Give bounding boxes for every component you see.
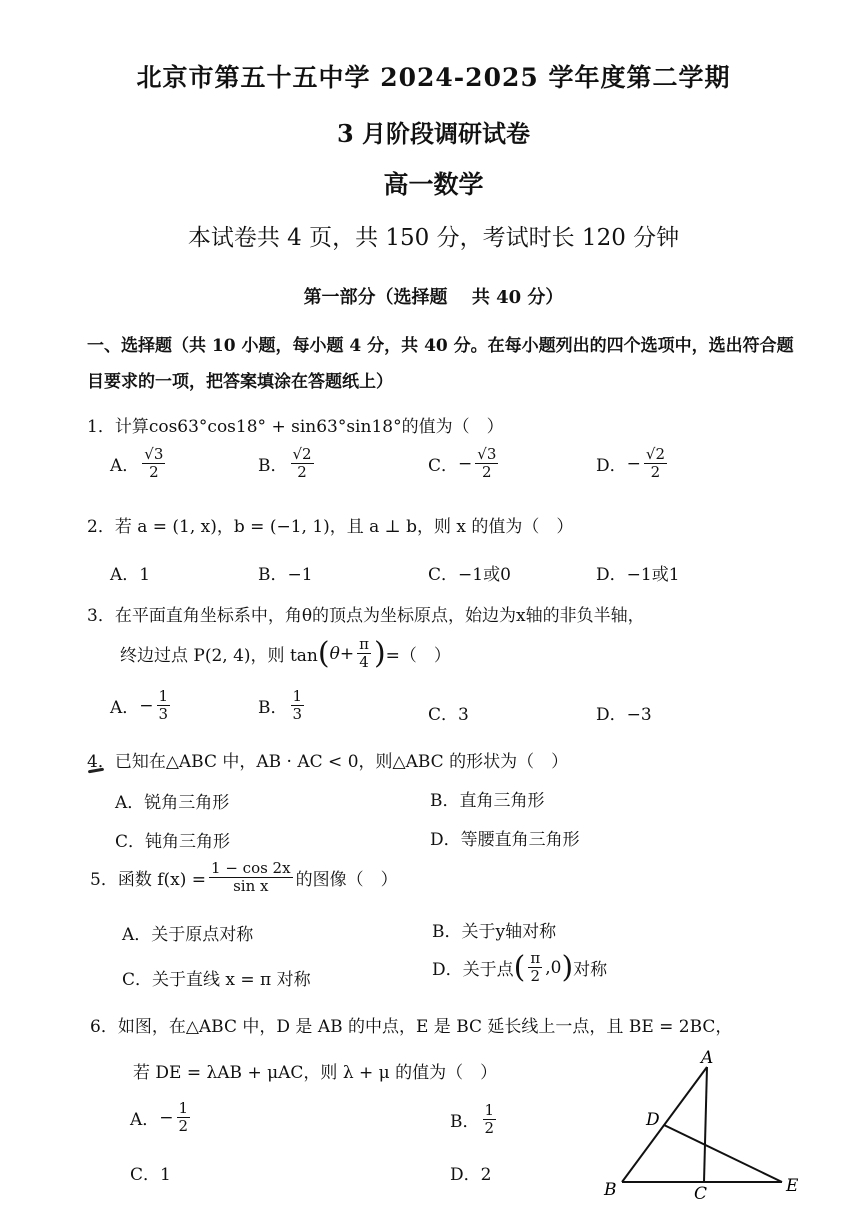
q3-option-a[interactable]: A． − $\frac{1}{3}$	[110, 687, 169, 724]
q5-option-b[interactable]: B．关于y轴对称	[432, 922, 557, 942]
point-e-label: E	[786, 1176, 799, 1196]
q2-option-a[interactable]: A．1	[110, 565, 151, 585]
q3-option-d[interactable]: D．−3	[596, 705, 652, 725]
q3-stem-line2: 终边过点 P(2, 4)，则 tan ( θ+ $\frac{\pi}{4}$ ) =（ ）	[120, 635, 451, 672]
q1-option-d-label: D．	[596, 456, 627, 477]
q6-option-b-label: B．	[450, 1112, 480, 1133]
section-heading-line1: 一、选择题（共 10 小题，每小题 4 分，共 40 分。在每小题列出的四个选项中，选出符合题	[87, 336, 794, 356]
q1-option-c-fraction: $\frac{√3}{2}$	[477, 445, 497, 482]
q1-option-a-label: A．	[110, 456, 140, 477]
q6-triangle-figure	[600, 1045, 810, 1205]
q1-option-d-fraction: $\frac{√2}{2}$	[645, 445, 665, 482]
q1-option-b-fraction: $\frac{√2}{2}$	[292, 445, 312, 482]
point-c-label: C	[694, 1184, 708, 1204]
q1-option-a[interactable]	[110, 446, 168, 482]
q3-pi-over-4: $\frac{\pi}{4}$	[359, 635, 369, 672]
q6-stem-line2: 若 DE = λAB + μAC，则 λ + μ 的值为（ ）	[133, 1063, 498, 1083]
q5-option-c[interactable]: C．关于直线 x = π 对称	[122, 970, 311, 990]
q6-option-b-fraction: $\frac{1}{2}$	[484, 1101, 495, 1138]
q5-pi-over-2: $\frac{\pi}{2}$	[530, 949, 541, 986]
q1-option-c-label: C．	[428, 456, 459, 477]
q4-option-d[interactable]: D．等腰直角三角形	[430, 830, 580, 850]
q2-option-c[interactable]: C．−1或0	[428, 565, 511, 585]
q6-option-d[interactable]: D．2	[450, 1165, 492, 1185]
q2-option-d[interactable]: D．−1或1	[596, 565, 680, 585]
q1-option-d[interactable]: D． − $\frac{√2}{2}$	[596, 445, 665, 482]
point-b-label: B	[604, 1180, 617, 1200]
q1-stem: 1．计算cos63°cos18° + sin63°sin18°的值为（ ）	[87, 417, 504, 437]
q6-stem-line1: 6．如图，在△ABC 中，D 是 AB 的中点，E 是 BC 延长线上一点，且 BE = 2BC，	[90, 1017, 733, 1037]
segment-ac	[704, 1067, 707, 1182]
q3-stem-line1: 3．在平面直角坐标系中，角θ的顶点为坐标原点，始边为x轴的非负半轴，	[87, 606, 645, 626]
q3-option-b-fraction: $\frac{1}{3}$	[292, 687, 303, 724]
exam-info: 本试卷共 4 页，共 150 分，考试时长 120 分钟	[187, 225, 680, 251]
q6-option-b[interactable]	[450, 1102, 499, 1138]
q3-option-a-label: A．	[110, 698, 140, 719]
q6-option-a-label: A．	[130, 1110, 160, 1131]
q1-option-a-fraction: $\frac{√3}{2}$	[144, 445, 164, 482]
q5-function-fraction: $\frac{1 - \cos 2x}{\text{sin x}}$	[211, 859, 291, 896]
subject-title: 高一数学	[383, 170, 484, 199]
part-heading: 第一部分（选择题 共 40 分）	[303, 287, 564, 308]
segment-de	[664, 1125, 782, 1182]
q3-option-b[interactable]	[258, 688, 307, 724]
q6-option-a-fraction: $\frac{1}{2}$	[178, 1099, 189, 1136]
q1-option-c[interactable]: C． − $\frac{√3}{2}$	[428, 445, 497, 482]
school-title: 北京市第五十五中学 2024-2025 学年度第二学期	[136, 63, 731, 92]
exam-title: 3 月阶段调研试卷	[336, 119, 531, 148]
q3-option-c[interactable]: C．3	[428, 705, 469, 725]
q5-option-a[interactable]: A．关于原点对称	[122, 925, 254, 945]
q5-option-d[interactable]: D．关于点 ( $\frac{\pi}{2}$ ,0 ) 对称	[432, 949, 608, 986]
q2-option-b[interactable]: B．−1	[258, 565, 313, 585]
point-d-label: D	[646, 1110, 660, 1130]
point-a-label: A	[701, 1048, 714, 1068]
q1-option-b[interactable]	[258, 446, 317, 482]
q3-option-b-label: B．	[258, 698, 288, 719]
q6-option-a[interactable]: A． − $\frac{1}{2}$	[130, 1099, 189, 1136]
q4-option-a[interactable]: A．锐角三角形	[115, 793, 230, 813]
q4-stem: 4．已知在△ABC 中，AB · AC < 0，则△ABC 的形状为（ ）	[87, 752, 569, 772]
q1-option-b-label: B．	[258, 456, 288, 477]
q4-option-c[interactable]: C．钝角三角形	[115, 832, 231, 852]
q6-option-c[interactable]: C．1	[130, 1165, 171, 1185]
q4-option-b[interactable]: B．直角三角形	[430, 791, 545, 811]
section-heading-line2: 目要求的一项，把答案填涂在答题纸上）	[87, 372, 393, 392]
q3-option-a-fraction: $\frac{1}{3}$	[158, 687, 169, 724]
q2-stem: 2．若 a = (1, x)，b = (−1, 1)，且 a ⊥ b，则 x 的值为（ ）	[87, 517, 574, 537]
q5-stem: 5．函数 f(x) = $\frac{1 - \cos 2x}{\text{sin x}}$ 的图像（ ）	[90, 859, 398, 896]
